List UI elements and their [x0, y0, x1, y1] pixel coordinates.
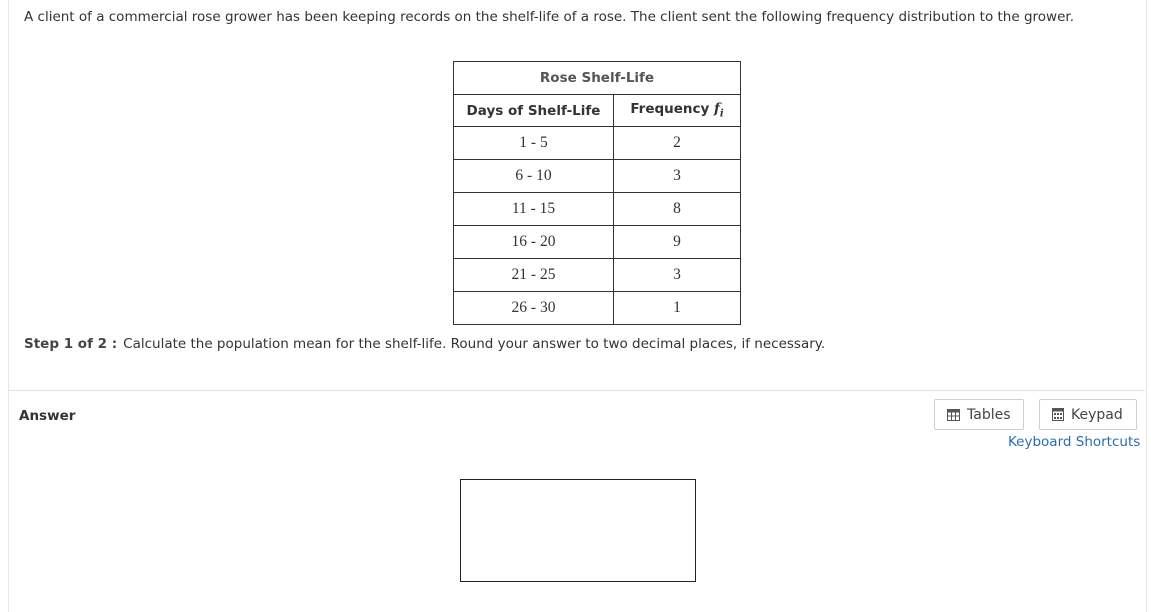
frequency-cell: 9: [614, 226, 741, 259]
keypad-button-label: Keypad: [1071, 406, 1123, 423]
frequency-cell: 3: [614, 259, 741, 292]
table-row: [454, 160, 741, 193]
table-row: [454, 193, 741, 226]
table-row: [454, 292, 741, 325]
table-title: Rose Shelf-Life: [454, 62, 741, 95]
frequency-symbol: [714, 101, 724, 120]
keypad-button[interactable]: [1039, 399, 1137, 430]
keyboard-shortcuts-link[interactable]: Keyboard Shortcuts: [1008, 434, 1141, 450]
frequency-cell: 1: [614, 292, 741, 325]
frequency-column-header: [614, 95, 741, 127]
table-grid-icon: [947, 409, 960, 421]
table-row: [454, 226, 741, 259]
answer-input[interactable]: [460, 479, 696, 582]
answer-label: Answer: [19, 408, 76, 424]
days-cell: 21 - 25: [454, 259, 614, 292]
tables-button[interactable]: [934, 399, 1024, 430]
tables-button-label: Tables: [967, 406, 1011, 423]
frequency-symbol-subscript: i: [719, 108, 724, 120]
frequency-table: [453, 61, 741, 325]
days-cell: 6 - 10: [454, 160, 614, 193]
days-column-header: Days of Shelf-Life: [454, 95, 614, 127]
frequency-cell: 2: [614, 127, 741, 160]
days-cell: 16 - 20: [454, 226, 614, 259]
days-cell: 1 - 5: [454, 127, 614, 160]
days-cell: 26 - 30: [454, 292, 614, 325]
frequency-header-label: Frequency: [630, 101, 710, 118]
step-text: Calculate the population mean for the shelf-life. Round your answer to two decimal places, if necessary.: [123, 336, 826, 352]
keypad-icon: [1052, 408, 1064, 421]
frequency-cell: 8: [614, 193, 741, 226]
step-label: Step 1 of 2 :: [24, 336, 118, 352]
frequency-symbol-letter: f: [714, 101, 720, 118]
table-row: [454, 259, 741, 292]
question-text: A client of a commercial rose grower has been keeping records on the shelf-life of a rose. The client sent the following frequency distribution to the grower.: [24, 9, 1074, 25]
days-cell: 11 - 15: [454, 193, 614, 226]
frequency-cell: 3: [614, 160, 741, 193]
step-instruction: [24, 336, 825, 352]
section-divider: [9, 390, 1145, 391]
table-row: [454, 127, 741, 160]
